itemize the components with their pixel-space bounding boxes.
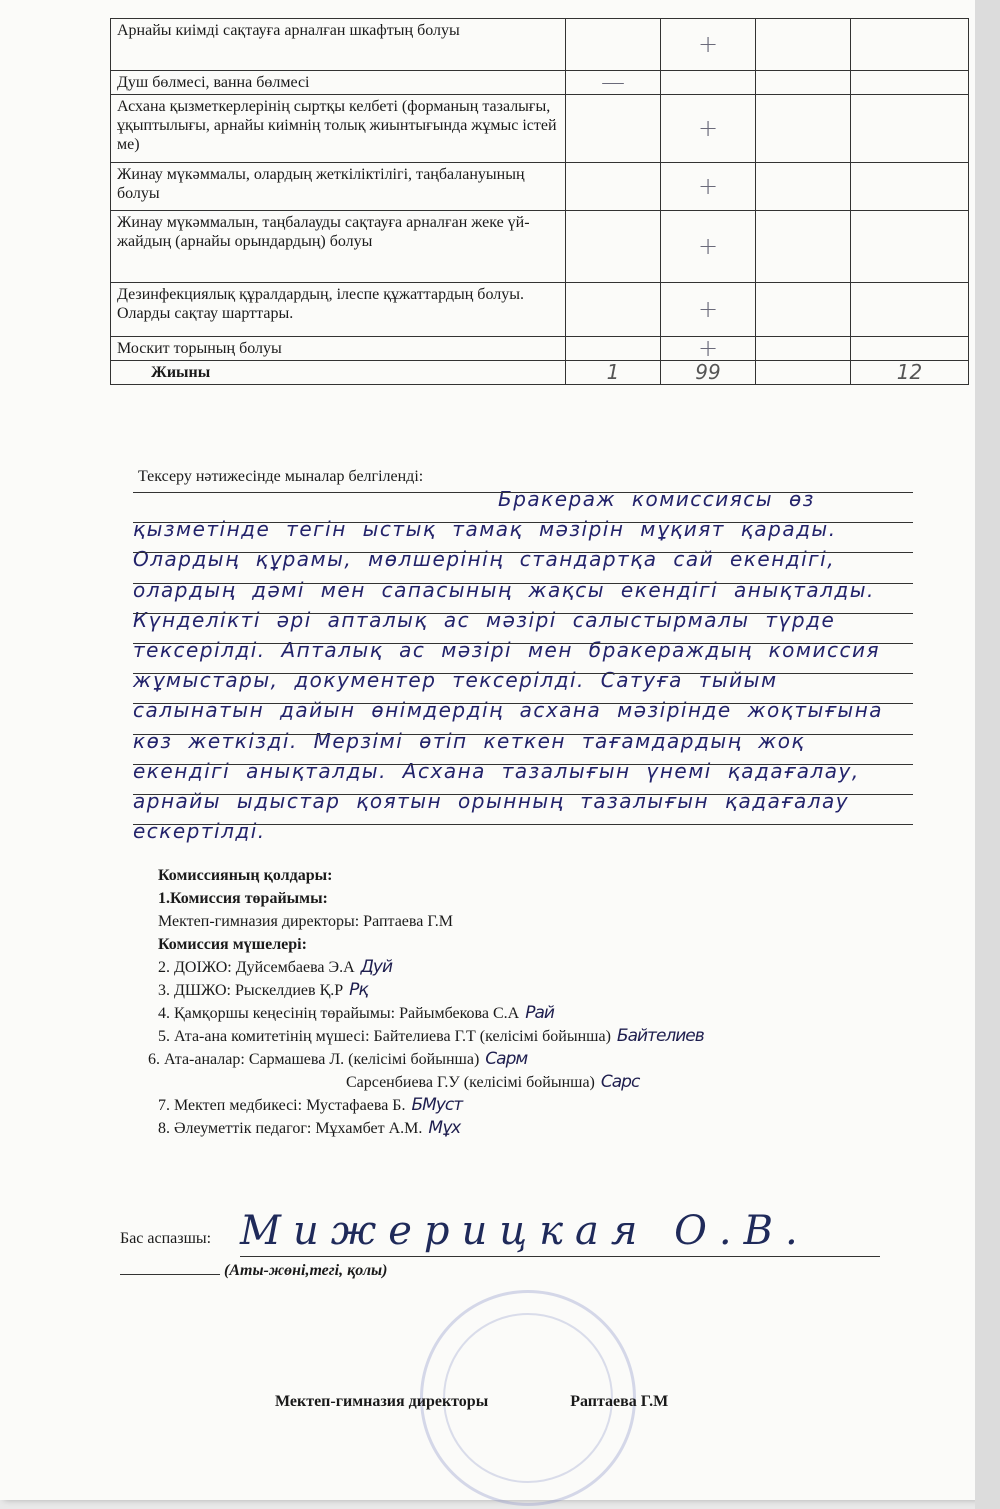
mark-cell [566,95,661,163]
table-row [111,283,969,337]
ruled-line [133,583,913,584]
ruled-line [133,824,913,825]
member-text: 3. ДШЖО: Рыскелдиев Қ.Р [158,982,344,999]
total-label: Жиыны [111,361,566,385]
criterion-label: Москит торының болуы [111,337,566,361]
ruled-line [133,613,913,614]
member-line [158,979,704,1002]
commission-heading: Комиссияның қолдары: [158,867,333,884]
mark-cell [851,95,969,163]
ruled-line [133,552,913,553]
scan-edge [975,0,1000,1509]
mark-cell: + [661,211,756,283]
mark-cell [756,95,851,163]
chair-heading: 1.Комиссия төрайымы: [158,890,328,907]
mark-cell [756,71,851,95]
member-text: Сарсенбиева Г.У (келісімі бойынша) [346,1074,595,1091]
director-label: Мектеп-гимназия директоры [275,1393,489,1410]
mark-cell [851,163,969,211]
member-signature: Мұх [428,1118,461,1138]
mark-cell [566,211,661,283]
checklist-table [110,18,969,385]
table-row [111,71,969,95]
mark-cell [566,337,661,361]
member-signature: Дуй [360,957,393,977]
member-line [158,1025,704,1048]
ruled-line [133,734,913,735]
total-value: 99 [661,361,756,385]
mark-cell [851,283,969,337]
mark-cell [566,163,661,211]
table-row [111,211,969,283]
mark-cell: + [661,337,756,361]
director-name: Раптаева Г.М [570,1393,669,1410]
mark-cell [756,337,851,361]
member-signature: Сарм [485,1049,528,1069]
mark-cell [566,19,661,71]
mark-cell: + [661,163,756,211]
mark-cell [661,71,756,95]
mark-cell: + [661,95,756,163]
member-text: 7. Мектеп медбикесі: Мустафаева Б. [158,1097,406,1114]
member-line [158,956,704,979]
criterion-label: Жинау мүкәммалы, олардың жеткіліктілігі, таңбалануының болуы [111,163,566,211]
member-text: 4. Қамқоршы кеңесінің төрайымы: Райымбекова С.А [158,1005,520,1022]
table-row [111,19,969,71]
mark-cell [566,283,661,337]
mark-cell: + [661,283,756,337]
members-heading: Комиссия мүшелері: [158,936,307,953]
ruled-line [133,673,913,674]
ruled-line [133,643,913,644]
mark-cell [756,19,851,71]
member-line [158,1002,704,1025]
member-signature: Рай [525,1003,554,1023]
table-row [111,337,969,361]
chef-handwritten-name: Мижерицкая О.В. [240,1206,880,1257]
member-signature: Байтелиев [616,1026,704,1046]
chair-line: Мектеп-гимназия директоры: Раптаева Г.М [158,913,454,930]
ruled-line [133,703,913,704]
total-row [111,361,969,385]
mark-cell: — [566,71,661,95]
table-row [111,95,969,163]
chef-label: Бас аспазшы: [120,1230,212,1247]
mark-cell [851,19,969,71]
mark-cell: + [661,19,756,71]
criterion-label: Арнайы киімді сақтауға арналған шкафтың болуы [111,19,566,71]
blank-line [120,1274,220,1275]
member-signature: БМуст [411,1095,463,1115]
criterion-label: Душ бөлмесі, ванна бөлмесі [111,71,566,95]
criterion-label: Дезинфекциялық құралдардың, ілеспе құжаттардың болуы. Оларды сақтау шарттары. [111,283,566,337]
total-value: 12 [851,361,969,385]
ruled-line [133,492,913,493]
commission-signatures [148,864,704,1140]
ruled-line [133,764,913,765]
chef-hint [120,1262,387,1280]
findings-lead: Тексеру нәтижесінде мыналар белгіленді: [138,468,424,485]
criterion-label: Жинау мүкәммалын, таңбалауды сақтауға арналған жеке үй-жайдың (арнайы орындардың) болуы [111,211,566,283]
director-line [275,1393,668,1411]
total-value [756,361,851,385]
mark-cell [851,337,969,361]
mark-cell [756,211,851,283]
member-text: 8. Әлеуметтік педагог: Мұхамбет А.М. [158,1120,423,1137]
mark-cell [756,163,851,211]
ruled-line [133,794,913,795]
criterion-label: Асхана қызметкерлерінің сыртқы келбеті (форманың тазалығы, ұқыптылығы, арнайы киімнің толық жиынтығында жұмыс істей ме) [111,95,566,163]
member-line [346,1071,704,1094]
member-text: 2. ДОІЖО: Дуйсембаева Э.А [158,959,355,976]
ruled-line [133,522,913,523]
member-signature: Рқ [349,980,368,1000]
mark-cell [851,71,969,95]
chef-hint-text: (Аты-жөні,тегі, қолы) [224,1262,388,1279]
member-text: 5. Ата-ана комитетінің мүшесі: Байтелиева Г.Т (келісімі бойынша) [158,1028,611,1045]
member-line [148,1048,704,1071]
member-text: 6. Ата-аналар: Сармашева Л. (келісімі бойынша) [148,1051,480,1068]
findings-handwritten-text: Бракераж комиссиясы өз қызметінде тегін ыстық тамақ мәзірін мұқият қарады. Олардың құрамы, мөлшерінің стандартқа сай екендігі, олардың дәмі мен сапасының жақсы екендігі анықталды. Күнделікті әрі апталық ас мәзірі салыстырмалы түрде тексерілді. Апталық ас мәзірі мен бракераждың комиссия жұмыстары, документер тексерілді. Сатуға тыйым салынатын дайын өнімдердің асхана мәзірінде жоқтығына көз жеткізді. Мерзімі өтіп кеткен тағамдардың жоқ екендігі анықталды. Асхана тазалығын үнемі қадағалау, арнайы ыдыстар қоятын орынның тазалығын қадағалау ескертілді. [133,487,884,844]
member-line [158,1117,704,1140]
total-value: 1 [566,361,661,385]
mark-cell [851,211,969,283]
member-signature: Сарс [600,1072,640,1092]
member-line [158,1094,704,1117]
members-list [148,956,704,1140]
table-row [111,163,969,211]
mark-cell [756,283,851,337]
